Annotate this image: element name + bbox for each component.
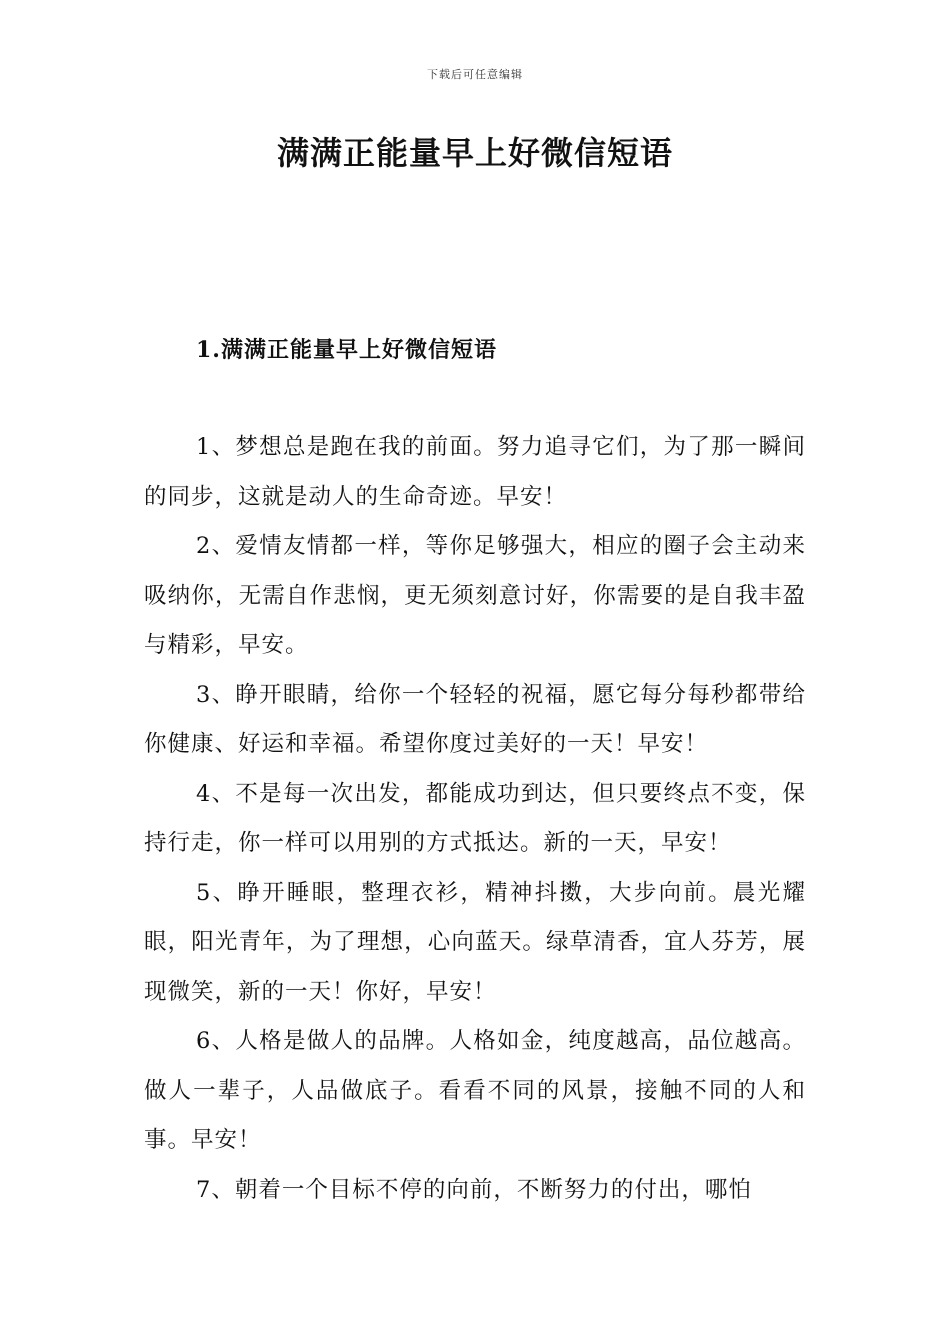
document-title: 满满正能量早上好微信短语	[276, 134, 673, 172]
header-note: 下载后可任意编辑	[427, 68, 523, 81]
paragraph-7: 7、朝着一个目标不停的向前，不断努力的付出，哪怕	[196, 1176, 752, 1203]
section-heading: 1.满满正能量早上好微信短语	[196, 337, 497, 363]
paragraph-3: 3、睁开眼睛，给你一个轻轻的祝福，愿它每分每秒都带给你健康、好运和幸福。希望你度过美好的一天！早安！	[144, 681, 806, 757]
paragraph-1: 1、梦想总是跑在我的前面。努力追寻它们，为了那一瞬间的同步，这就是动人的生命奇迹。早安！	[144, 434, 806, 510]
document-body	[144, 423, 806, 1215]
paragraph-4: 4、不是每一次出发，都能成功到达，但只要终点不变，保持行走，你一样可以用别的方式抵达。新的一天，早安！	[144, 780, 806, 856]
paragraph-5: 5、睁开睡眼，整理衣衫，精神抖擞，大步向前。晨光耀眼，阳光青年，为了理想，心向蓝天。绿草清香，宜人芬芳，展现微笑，新的一天！你好，早安！	[144, 879, 806, 1005]
paragraph-6: 6、人格是做人的品牌。人格如金，纯度越高，品位越高。做人一辈子，人品做底子。看看不同的风景，接触不同的人和事。早安！	[144, 1028, 806, 1153]
paragraph-2: 2、爱情友情都一样，等你足够强大，相应的圈子会主动来吸纳你，无需自作悲悯，更无须刻意讨好，你需要的是自我丰盈与精彩，早安。	[144, 533, 806, 658]
